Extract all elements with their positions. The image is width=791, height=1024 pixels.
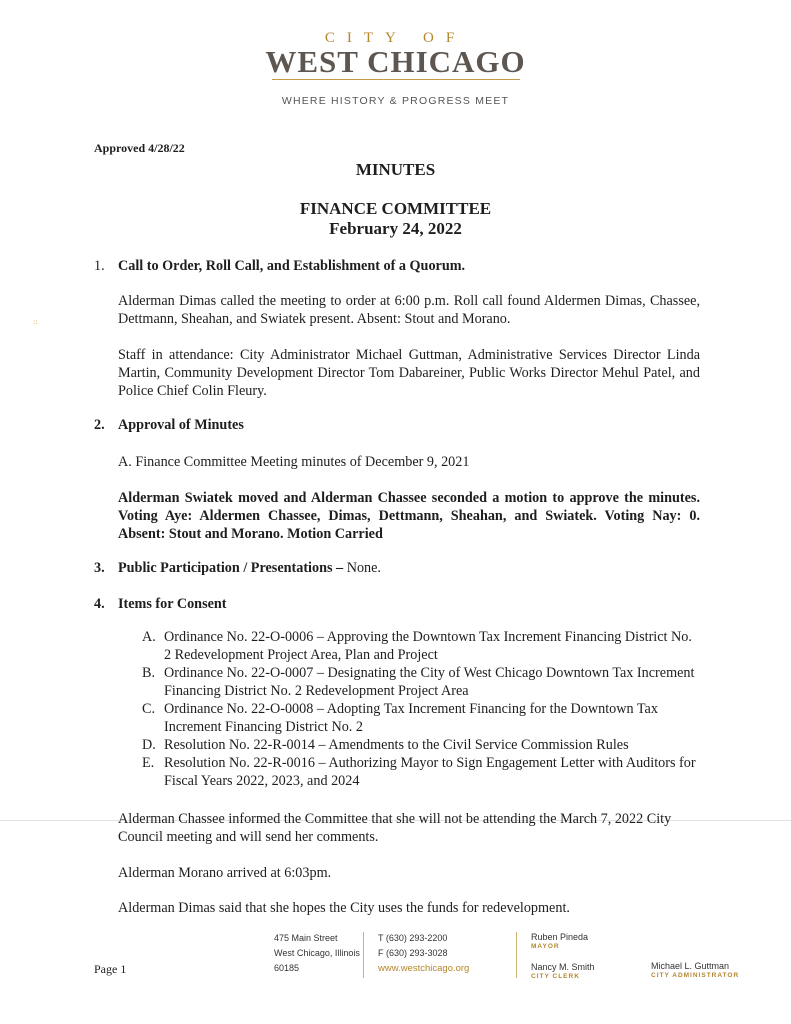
fax-number: F (630) 293-3028 [378, 948, 448, 958]
section-2-heading [94, 417, 244, 434]
administrator-title: CITY ADMINISTRATOR [651, 972, 740, 979]
footer-administrator [651, 960, 739, 980]
section-number: 2. [94, 417, 105, 433]
item-text: Ordinance No. 22-O-0008 – Adopting Tax Increment Financing for the Downtown Tax Increment Financing District No. 2 [164, 701, 658, 735]
section-3-heading [94, 560, 381, 577]
list-item [142, 628, 702, 664]
section-title: Call to Order, Roll Call, and Establishment of a Quorum. [118, 258, 466, 274]
section-number: 4. [94, 596, 105, 612]
item-letter: A. [142, 629, 156, 645]
paragraph-chassee-comment: Alderman Chassee informed the Committee that she will not be attending the March 7, 2022 City Council meeting and will send her comments. [118, 811, 672, 845]
list-item [142, 736, 702, 754]
consent-items-list [142, 628, 702, 790]
motion-approve-minutes: Alderman Swiatek moved and Alderman Chassee seconded a motion to approve the minutes. Voting Aye: Aldermen Chassee, Dimas, Dettmann, Sheahan, and Swiatek. Voting Nay: 0. Absent: Stout and Morano. Motion Carried [118, 490, 700, 542]
item-text: Resolution No. 22-R-0016 – Authorizing Mayor to Sign Engagement Letter with Auditors for Fiscal Years 2022, 2023, and 2024 [164, 755, 696, 789]
address-line: 475 Main Street [274, 933, 338, 943]
item-text: Ordinance No. 22-O-0006 – Approving the Downtown Tax Increment Financing District No. 2 Redevelopment Project Area, Plan and Project [164, 629, 692, 663]
item-letter: E. [142, 755, 155, 771]
section-title: Approval of Minutes [118, 417, 244, 433]
footer-divider [363, 932, 364, 978]
section-4-heading [94, 596, 227, 613]
paragraph-call-to-order: Alderman Dimas called the meeting to order at 6:00 p.m. Roll call found Aldermen Dimas, Chassee, Dettmann, Sheahan, and Swiatek present. Absent: Stout and Morano. [118, 293, 700, 327]
footer-contact [378, 931, 469, 976]
section-note: None. [343, 560, 381, 576]
item-letter: B. [142, 665, 156, 681]
website-link[interactable]: www.westchicago.org [378, 963, 470, 974]
logo-divider [272, 79, 520, 80]
administrator-name: Michael L. Guttman [651, 961, 730, 971]
meeting-date: February 24, 2022 [329, 219, 462, 238]
committee-name: FINANCE COMMITTEE [299, 199, 492, 218]
logo-city-name: WEST CHICAGO [265, 44, 526, 79]
list-item [142, 754, 702, 790]
committee-heading [0, 199, 791, 239]
item-text: Ordinance No. 22-O-0007 – Designating the City of West Chicago Downtown Tax Increment Financing District No. 2 Redevelopment Project Area [164, 665, 695, 699]
section-title: Public Participation / Presentations – [118, 560, 344, 576]
footer-address [274, 931, 360, 976]
letterhead-tagline: WHERE HISTORY & PROGRESS MEET [281, 95, 510, 107]
mayor-title: MAYOR [531, 943, 560, 950]
mayor-name: Ruben Pineda [531, 932, 589, 942]
list-item [142, 700, 702, 736]
page-number: Page 1 [94, 962, 127, 976]
footer-officials [531, 931, 595, 981]
approval-note: Approved 4/28/22 [94, 141, 185, 155]
section-number: 1. [94, 258, 105, 274]
address-line: 60185 [274, 963, 300, 973]
section-number: 3. [94, 560, 105, 576]
paragraph-morano-arrival: Alderman Morano arrived at 6:03pm. [118, 865, 332, 881]
footer-divider [516, 932, 517, 978]
minutes-item: A. Finance Committee Meeting minutes of December 9, 2021 [118, 454, 470, 470]
list-item [142, 664, 702, 700]
phone-number: T (630) 293-2200 [378, 933, 448, 943]
item-letter: C. [142, 701, 156, 717]
logo-city-of: CITY OF [324, 30, 467, 46]
clerk-title: CITY CLERK [531, 973, 580, 980]
section-title: Items for Consent [118, 596, 227, 612]
paragraph-staff-attendance: Staff in attendance: City Administrator Michael Guttman, Administrative Services Director Linda Martin, Community Development Director Tom Dabareiner, Public Works Director Mehul Patel, and Police Chief Colin Fleury. [118, 347, 700, 399]
address-line: West Chicago, Illinois [274, 948, 360, 958]
item-text: Resolution No. 22-R-0014 – Amendments to the Civil Service Commission Rules [164, 737, 629, 753]
paragraph-dimas-comment: Alderman Dimas said that she hopes the City uses the funds for redevelopment. [118, 900, 570, 916]
margin-marker: :: [33, 318, 38, 326]
document-title: MINUTES [355, 160, 436, 179]
section-1-heading [94, 258, 465, 275]
clerk-name: Nancy M. Smith [531, 962, 595, 972]
item-letter: D. [142, 737, 156, 753]
